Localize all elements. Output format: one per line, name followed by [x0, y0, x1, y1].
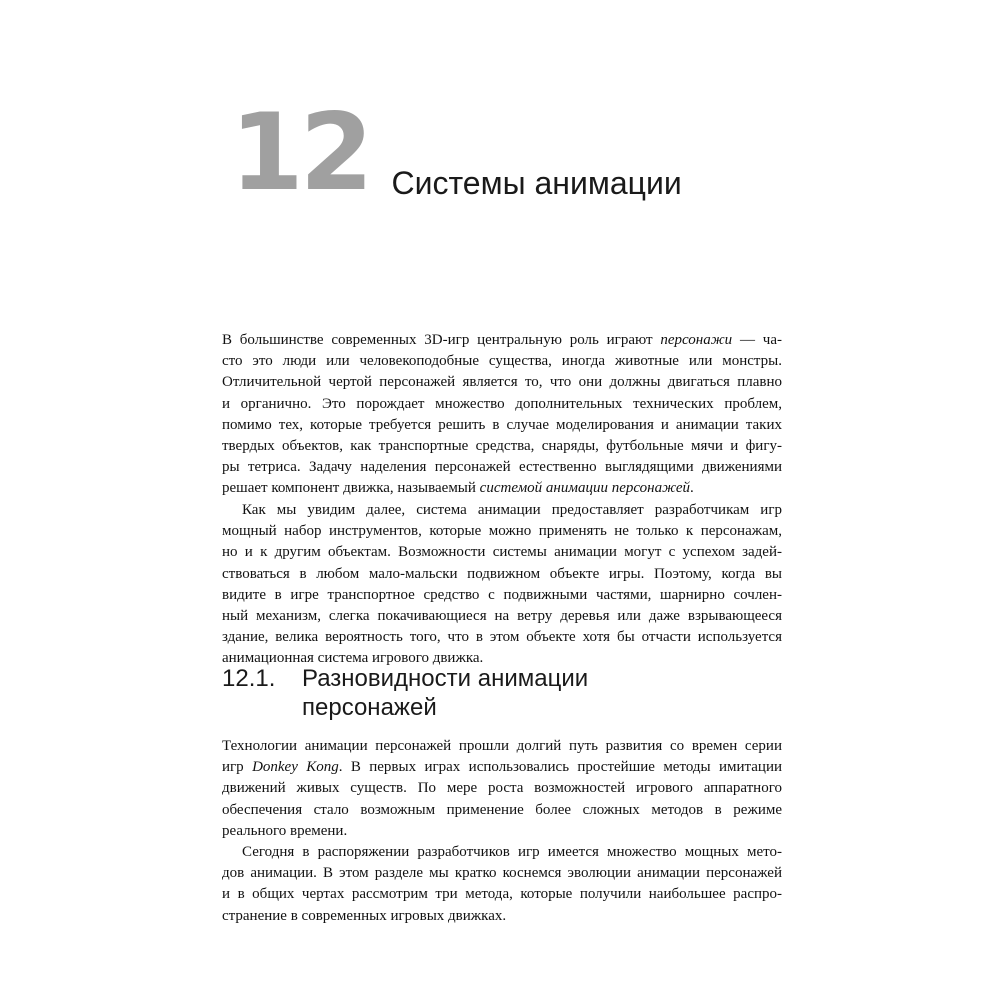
text-line: ный механизм, слегка покачивающиеся на ветру деревья или даже взрывающееся	[222, 608, 782, 625]
text-line: и в общих чертах рассмотрим три метода, которые получили наибольшее распро-	[222, 886, 782, 903]
section-title-line: Разновидности анимации	[302, 665, 589, 692]
chapter-number: 12	[230, 91, 370, 214]
section-paragraph-2	[222, 842, 782, 927]
text-line: дов анимации. В этом разделе мы кратко коснемся эволюции анимации персонажей	[222, 865, 782, 882]
text-line: твердых объектов, как транспортные средства, снаряды, футбольные мячи и фигу-	[222, 438, 782, 455]
text-line: Технологии анимации персонажей прошли долгий путь развития со времен серии	[222, 738, 782, 754]
section-paragraph-1	[222, 736, 782, 842]
text-line: решает компонент движка, называемый системой анимации персонажей.	[222, 480, 694, 497]
text-line: обеспечения стало возможным применение более сложных методов в режиме	[222, 801, 782, 818]
text-line: странение в современных игровых движках.	[222, 907, 507, 924]
section-title	[302, 664, 588, 722]
section-title-line: персонажей	[302, 694, 437, 721]
section-heading	[222, 664, 588, 722]
text-line: Отличительной чертой персонажей является то, что они должны двигаться плавно	[222, 374, 782, 391]
text-line: Сегодня в распоряжении разработчиков игр имеется множество мощных мето-	[242, 844, 782, 860]
text-line: видите в игре транспортное средство с подвижными частями, шарнирно сочлен-	[222, 586, 782, 603]
text-line: В большинстве современных 3D-игр центральную роль играют персонажи — ча-	[222, 332, 782, 348]
chapter-title: Системы анимации	[391, 165, 682, 201]
text-line: реального времени.	[222, 822, 348, 839]
text-line: здание, велика вероятность того, что в этом объекте хотя бы отчасти используется	[222, 629, 782, 646]
emphasis-term: Donkey Kong	[252, 759, 339, 776]
text-line: помимо тех, которые требуется решить в случае моделирования и анимации таких	[222, 416, 782, 433]
text-line: движений живых существ. По мере роста возможностей игрового аппаратного	[222, 780, 782, 797]
text-line: мощный набор инструментов, которые можно применять не только к персонажам,	[222, 523, 782, 540]
text-line: анимационная система игрового движка.	[222, 650, 484, 667]
text-line: но и к другим объектам. Возможности системы анимации могут с успехом задей-	[222, 544, 782, 561]
text-line: и органично. Это порождает множество дополнительных технических проблем,	[222, 395, 782, 412]
text-line: Как мы увидим далее, система анимации предоставляет разработчикам игр	[242, 502, 782, 518]
text-line: сто это люди или человекоподобные существа, иногда животные или монстры.	[222, 353, 782, 370]
emphasis-term: системой анимации персонажей	[479, 480, 690, 497]
intro-paragraph-2	[222, 500, 782, 670]
chapter-heading	[230, 91, 682, 214]
text-line: ствоваться в любом мало-мальски подвижном объекте игры. Поэтому, когда вы	[222, 565, 782, 582]
text-line: игр Donkey Kong. В первых играх использовались простейшие методы имитации	[222, 759, 782, 776]
emphasis-term: персонажи	[660, 332, 733, 348]
text-line: ры тетриса. Задачу наделения персонажей естественно выглядящими движениями	[222, 459, 782, 476]
intro-paragraph-1	[222, 330, 782, 500]
section-number: 12.1.	[222, 665, 276, 692]
